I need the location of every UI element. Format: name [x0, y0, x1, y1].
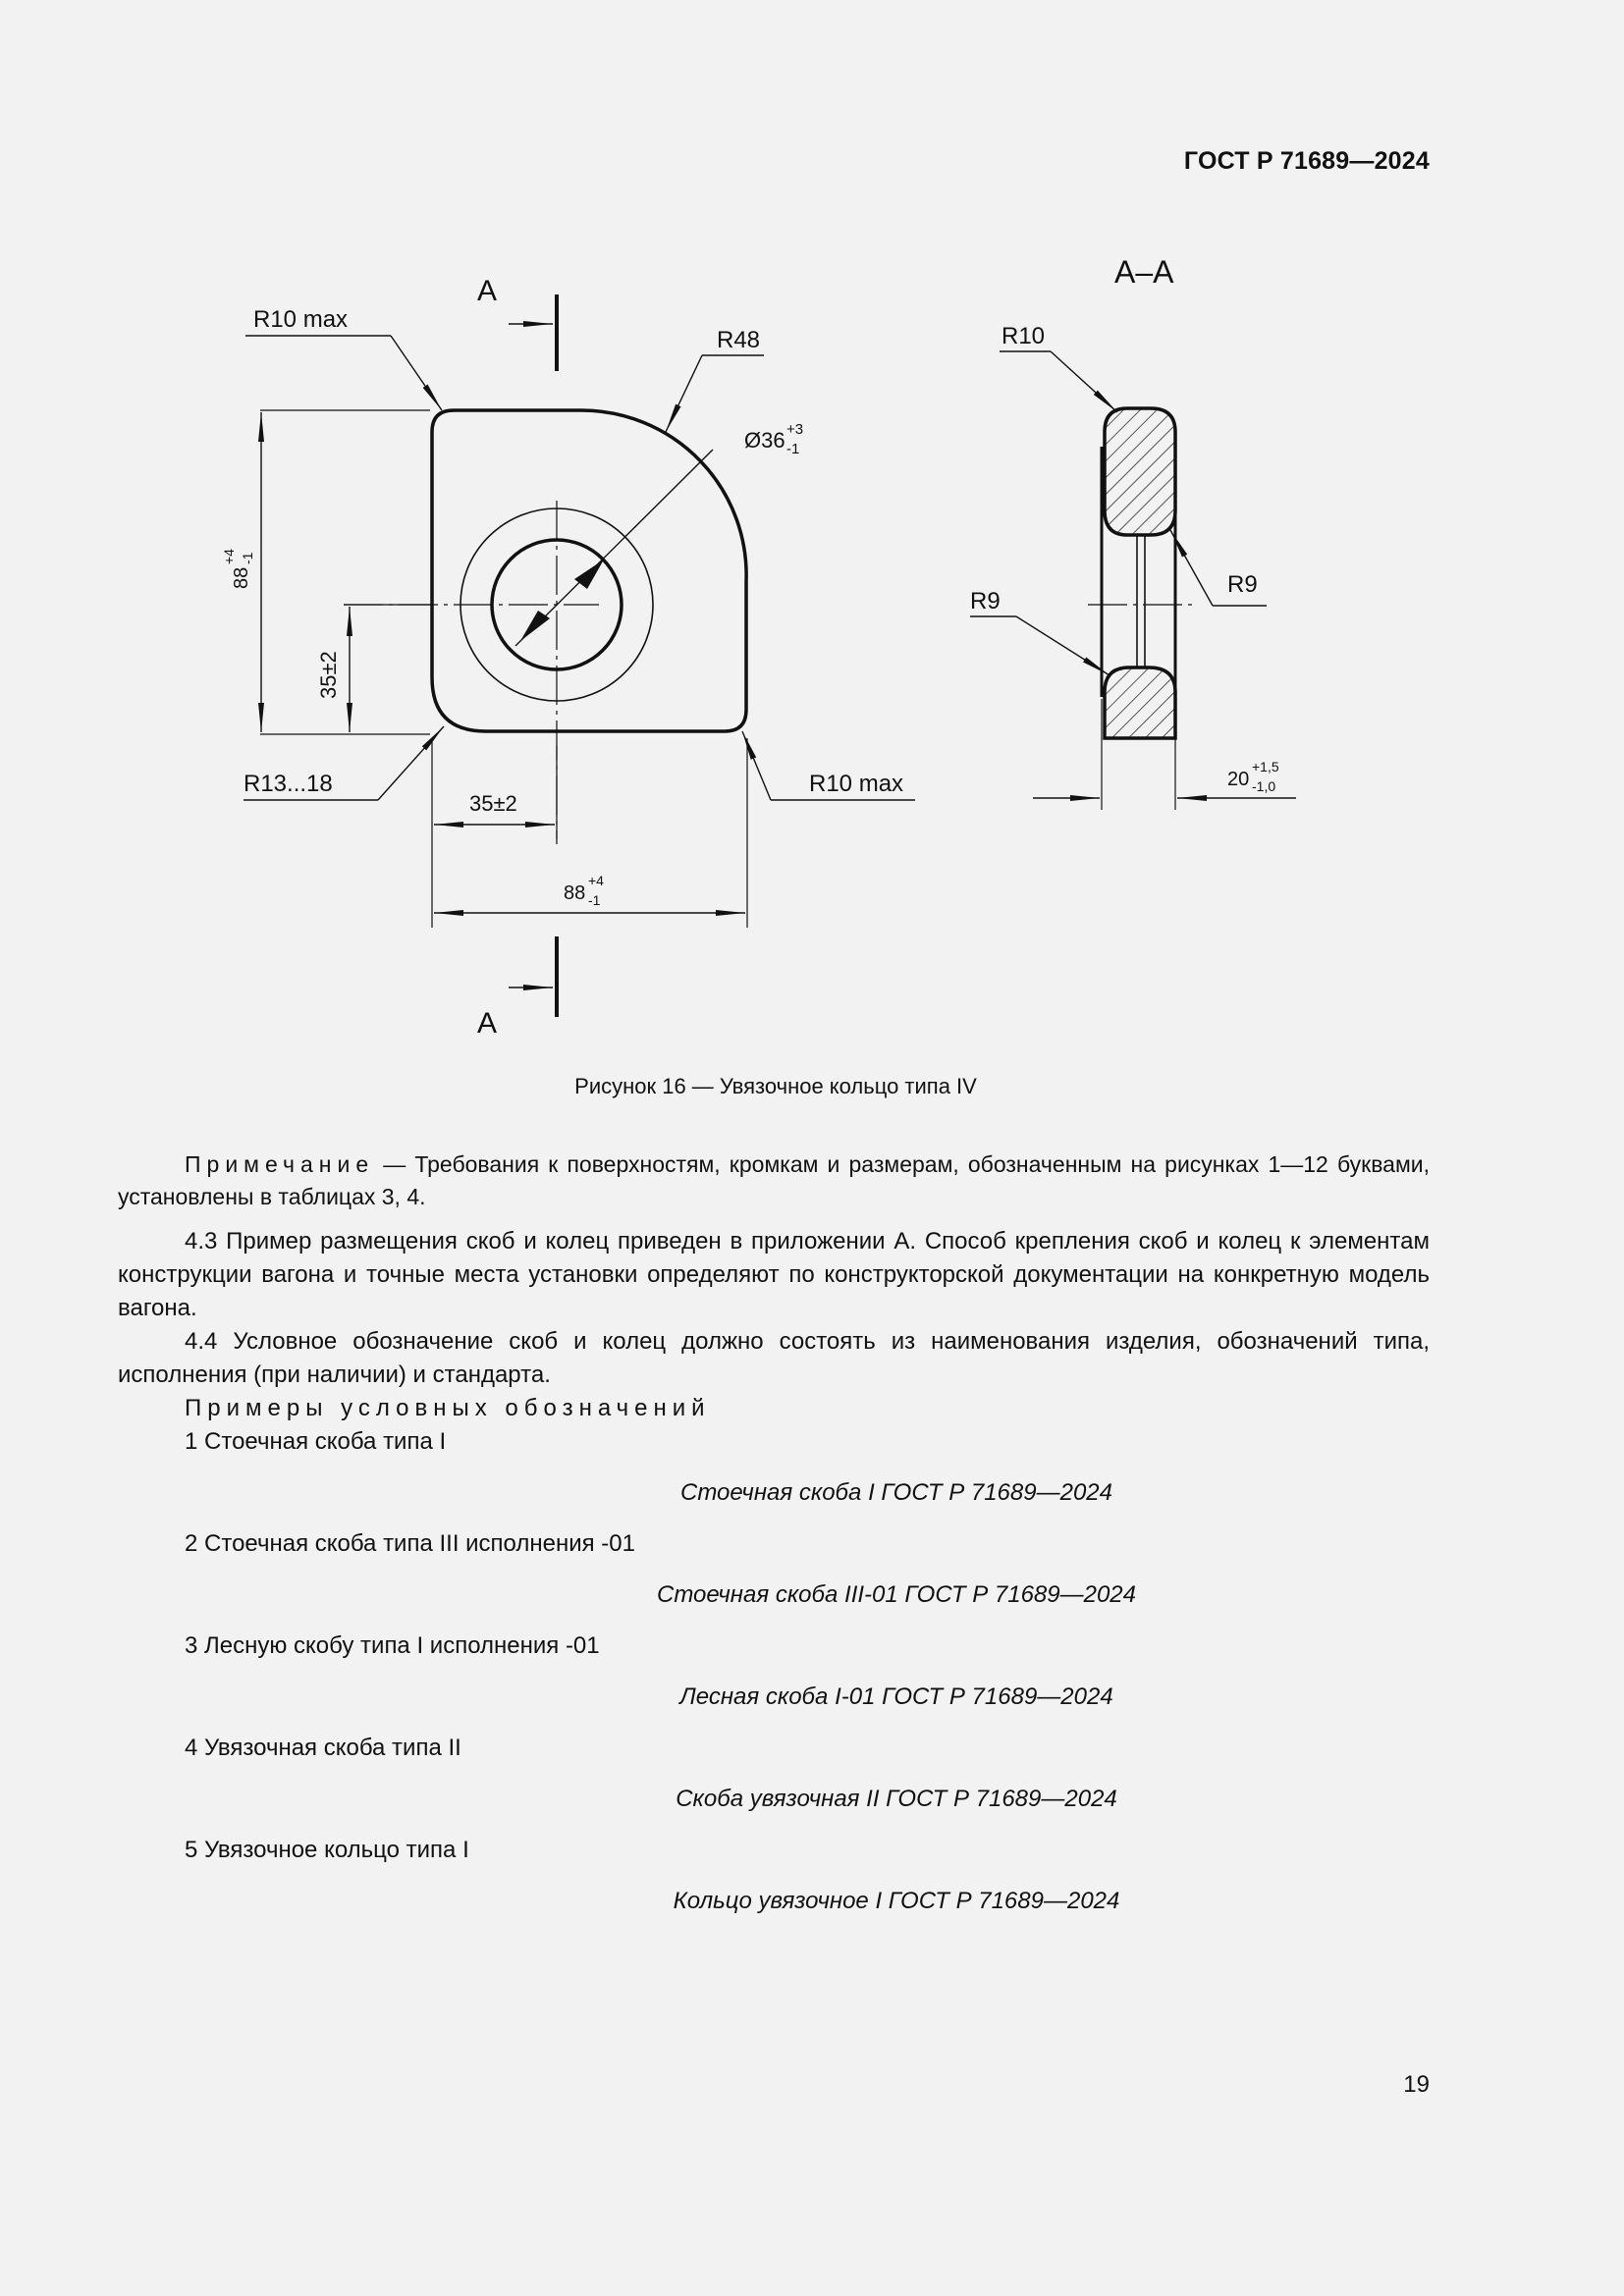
section-view: [970, 254, 1296, 810]
example-code: Стоечная скоба III-01 ГОСТ Р 71689—2024: [656, 1581, 1136, 1608]
example-label: 5 Увязочное кольцо типа I: [185, 1837, 469, 1863]
label-r10: R10: [1001, 323, 1046, 349]
example-code: Скоба увязочная II ГОСТ Р 71689—2024: [676, 1786, 1117, 1812]
label-thickness-upper: +1,5: [1252, 759, 1279, 774]
section-top: [1105, 408, 1175, 535]
paragraph-4-4: 4.4 Условное обозначение скоб и колец должно состоять из наименования изделия, обозначений типа, исполнения (при наличии) и стандарта.: [118, 1328, 1430, 1388]
example-code: Кольцо увязочное I ГОСТ Р 71689—2024: [673, 1888, 1120, 1914]
label-height-upper: +4: [221, 549, 237, 564]
page-number: 19: [1403, 2071, 1430, 2098]
label-diameter-lower: -1: [786, 441, 800, 457]
note-paragraph: [118, 1148, 1430, 1213]
label-r48: R48: [717, 327, 761, 353]
label-offset-vertical: 35±2: [316, 651, 341, 699]
label-r10max-top: R10 max: [253, 306, 349, 333]
note-label: Примечание: [185, 1151, 375, 1177]
example-label: 1 Стоечная скоба типа I: [185, 1428, 447, 1455]
document-header: ГОСТ Р 71689—2024: [1183, 147, 1430, 175]
label-offset-horizontal: 35±2: [469, 791, 517, 816]
figure-caption: Рисунок 16 — Увязочное кольцо типа IV: [574, 1074, 977, 1098]
example-label: 2 Стоечная скоба типа III исполнения -01: [185, 1530, 635, 1557]
label-r9-right: R9: [1227, 571, 1258, 598]
label-thickness-lower: -1,0: [1252, 778, 1276, 794]
example-code: Лесная скоба I-01 ГОСТ Р 71689—2024: [679, 1683, 1113, 1710]
section-bottom: [1105, 667, 1175, 738]
label-r9-left: R9: [970, 588, 1001, 614]
label-r10max-bottom: R10 max: [809, 771, 904, 797]
label-diameter-upper: +3: [786, 421, 804, 438]
note-text: — Требования к поверхностям, кромкам и размерам, обозначенным на рисунках 1—12 буквами, установлены в таблицах 3, 4.: [118, 1151, 1430, 1209]
label-width-upper: +4: [588, 873, 604, 888]
example-label: 3 Лесную скобу типа I исполнения -01: [185, 1632, 600, 1659]
example-label: 4 Увязочная скоба типа II: [185, 1735, 461, 1761]
example-code: Стоечная скоба I ГОСТ Р 71689—2024: [680, 1479, 1112, 1506]
section-mark-bottom: А: [477, 1007, 498, 1040]
label-width-lower: -1: [588, 892, 601, 908]
label-height-lower: -1: [240, 552, 255, 564]
front-view: [221, 275, 915, 1040]
paragraph-4-3: 4.3 Пример размещения скоб и колец приведен в приложении А. Способ крепления скоб и колец к элементам конструкции вагона и точные места установки определяют по конструкторской документации на конкретную модель вагона.: [118, 1228, 1430, 1321]
label-height: 88: [231, 566, 252, 589]
label-thickness: 20: [1227, 769, 1250, 790]
label-r13-18: R13...18: [244, 771, 333, 797]
body-text: [118, 1148, 1430, 1936]
section-title: А–А: [1114, 254, 1174, 290]
label-width: 88: [564, 882, 586, 904]
section-mark-top: А: [477, 275, 498, 307]
label-diameter: Ø36: [744, 428, 785, 453]
examples-heading: Примеры условных обозначений: [185, 1395, 711, 1421]
technical-drawing: [0, 0, 1624, 1060]
